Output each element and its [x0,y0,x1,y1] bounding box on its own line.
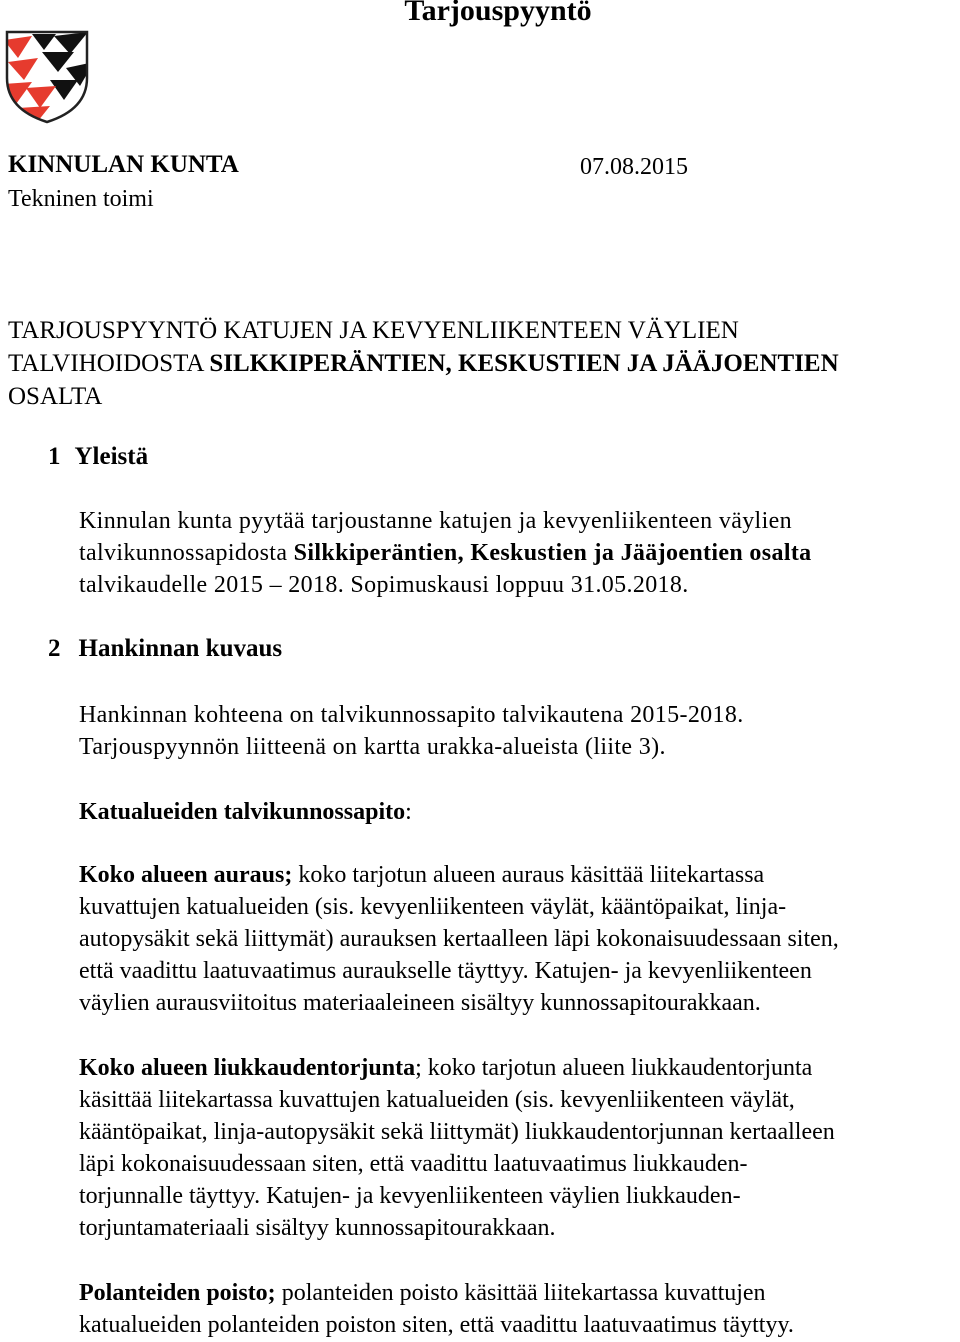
paragraph-polanteiden-poisto [79,1277,794,1341]
department-name: Tekninen toimi [8,186,154,212]
body-line: katualueiden polanteiden poiston siten, että vaadittu laatuvaatimus täyttyy. [79,1312,794,1338]
document-title-line: TARJOUSPYYNTÖ KATUJEN JA KEVYENLIIKENTEEN VÄYLIEN [8,317,739,344]
coat-of-arms-logo [4,28,90,124]
body-line: torjunnalle täyttyy. Katujen- ja kevyenliikenteen väylien liukkauden- [79,1183,741,1209]
section-heading-2 [48,635,282,663]
body-line: Tarjouspyynnön liitteenä on kartta urakka-alueista (liite 3). [79,734,666,760]
section-title: Yleistä [74,443,149,470]
body-line: väylien aurausviitoitus materiaaleineen sisältyy kunnossapitourakkaan. [79,990,761,1016]
section-title: Hankinnan kuvaus [78,635,283,662]
paragraph-lead-bold: Polanteiden poisto; [79,1280,276,1306]
section-number: 2 [48,635,61,662]
body-line [79,1277,794,1309]
paragraph-liukkaudentorjunta [79,1052,835,1244]
document-header-title: Tarjouspyyntö [404,0,592,27]
organization-name: KINNULAN KUNTA [8,151,239,178]
paragraph-lead-bold: Koko alueen auraus; [79,862,293,888]
document-title-bold: SILKKIPERÄNTIEN, KESKUSTIEN JA JÄÄJOENTIEN [209,350,839,377]
document-title-text: TALVIHOIDOSTA [8,350,210,377]
body-text: koko tarjotun alueen auraus käsittää liitekartassa [292,862,765,888]
body-line: Kinnulan kunta pyytää tarjoustanne katujen ja kevyenliikenteen väylien [79,508,792,534]
paragraph-lead-bold: Koko alueen liukkaudentorjunta [79,1055,416,1081]
body-line: kuvattujen katualueiden (sis. kevyenliikenteen väylät, kääntöpaikat, linja- [79,894,787,920]
body-line: talvikaudelle 2015 – 2018. Sopimuskausi loppuu 31.05.2018. [79,572,689,598]
body-line [79,1052,835,1084]
section-number: 1 [48,443,61,470]
section-2-body [79,699,744,763]
body-line [79,859,839,891]
body-line: että vaadittu laatuvaatimus auraukselle täyttyy. Katujen- ja kevyenliikenteen [79,958,812,984]
body-line: torjuntamateriaali sisältyy kunnossapitourakkaan. [79,1215,556,1241]
body-text: polanteiden poisto käsittää liitekartassa kuvattujen [275,1280,766,1306]
subheading-bold: Katualueiden talvikunnossapito [79,799,406,825]
body-line [79,537,812,569]
paragraph-auraus [79,859,839,1019]
body-line: kääntöpaikat, linja-autopysäkit sekä liittymät) liukkaudentorjunnan kertaalleen [79,1119,835,1145]
body-bold-text: Silkkiperäntien, Keskustien ja Jääjoentien osalta [293,540,812,566]
body-text: talvikunnossapidosta [79,540,294,566]
document-title-line [8,347,839,380]
document-title [8,314,839,413]
body-text: ; koko tarjotun alueen liukkaudentorjunta [415,1055,813,1081]
document-title-line: OSALTA [8,383,103,410]
document-date: 07.08.2015 [580,154,688,180]
body-line: autopysäkit sekä liittymät) aurauksen kertaalleen läpi kokonaisuudessaan siten, [79,926,839,952]
subheading [79,796,412,828]
section-1-body [79,505,812,601]
body-line: läpi kokonaisuudessaan siten, että vaadittu laatuvaatimus liukkauden- [79,1151,748,1177]
body-line: käsittää liitekartassa kuvattujen katualueiden (sis. kevyenliikenteen väylät, [79,1087,795,1113]
body-line: Hankinnan kohteena on talvikunnossapito talvikautena 2015-2018. [79,702,744,728]
section-heading-1 [48,443,148,471]
subheading-colon: : [405,799,412,825]
